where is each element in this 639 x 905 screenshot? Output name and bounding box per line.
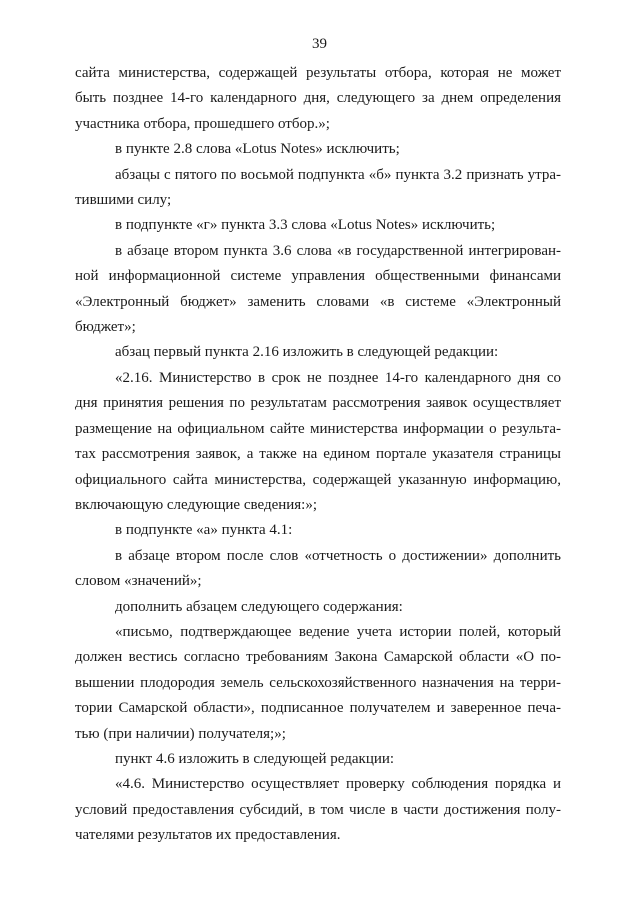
- text-line: бюджет»;: [75, 319, 136, 336]
- page-number: 39: [312, 36, 327, 52]
- text-line: тившими силу;: [75, 192, 172, 209]
- text-line: сайта министерства, содержащей результаты отбора, которая не может: [75, 65, 561, 81]
- paragraph: [75, 340, 561, 365]
- document-body: [75, 61, 561, 849]
- text-line: «2.16. Министерство в срок не позднее 14-го календарного дня со: [115, 369, 561, 386]
- text-line: размещение на официальном сайте министерства информации о результа-: [75, 420, 561, 437]
- text-line: официального сайта министерства, содержащей указанную информацию,: [75, 471, 561, 488]
- text-line: включающую следующие сведения:»;: [75, 496, 318, 513]
- text-line: в подпункте «г» пункта 3.3 слова «Lotus Notes» исключить;: [115, 217, 496, 234]
- text-line: чателями результатов их предоставления.: [75, 827, 341, 844]
- text-line: «4.6. Министерство осуществляет проверку соблюдения порядка и: [115, 776, 561, 793]
- paragraph: [75, 747, 561, 772]
- paragraph: [75, 366, 561, 518]
- paragraph: [75, 239, 561, 341]
- text-line: тью (при наличии) получателя;»;: [75, 725, 286, 742]
- paragraph: [75, 772, 561, 848]
- text-line: пункт 4.6 изложить в следующей редакции:: [115, 750, 395, 767]
- paragraph: [75, 620, 561, 747]
- text-line: в абзаце втором пункта 3.6 слова «в государственной интегрирован-: [115, 242, 561, 259]
- text-line: абзацы с пятого по восьмой подпункта «б» пункта 3.2 признать утра-: [115, 166, 561, 183]
- text-line: вышении плодородия земель сельскохозяйственного назначения на терри-: [75, 674, 561, 691]
- text-line: тории Самарской области», подписанное получателем и заверенное печа-: [75, 700, 561, 717]
- paragraph: [75, 544, 561, 595]
- text-line: в подпункте «а» пункта 4.1:: [115, 522, 293, 539]
- paragraph: [75, 61, 561, 137]
- text-line: ной информационной системе управления общественными финансами: [75, 268, 561, 285]
- text-line: участника отбора, прошедшего отбор.»;: [75, 115, 330, 132]
- text-line: словом «значений»;: [75, 573, 202, 590]
- text-line: быть позднее 14-го календарного дня, следующего за днем определения: [75, 90, 561, 107]
- text-line: дополнить абзацем следующего содержания:: [115, 598, 403, 615]
- paragraph: [75, 518, 561, 543]
- text-line: тах рассмотрения заявок, а также на едином портале указателя страницы: [75, 446, 561, 463]
- paragraph: [75, 213, 561, 238]
- paragraph: [75, 163, 561, 214]
- text-line: условий предоставления субсидий, в том числе в части достижения полу-: [75, 801, 561, 818]
- text-line: должен вестись согласно требованиям Закона Самарской области «О по-: [75, 649, 561, 666]
- paragraph: [75, 137, 561, 162]
- text-line: «Электронный бюджет» заменить словами «в системе «Электронный: [75, 293, 561, 310]
- text-line: абзац первый пункта 2.16 изложить в следующей редакции:: [115, 344, 499, 361]
- paragraph: [75, 595, 561, 620]
- text-line: дня принятия решения по результатам рассмотрения заявок осуществляет: [75, 395, 561, 412]
- text-line: «письмо, подтверждающее ведение учета истории полей, который: [115, 623, 561, 640]
- text-line: в абзаце втором после слов «отчетность о достижении» дополнить: [115, 547, 561, 564]
- text-line: в пункте 2.8 слова «Lotus Notes» исключить;: [115, 141, 400, 158]
